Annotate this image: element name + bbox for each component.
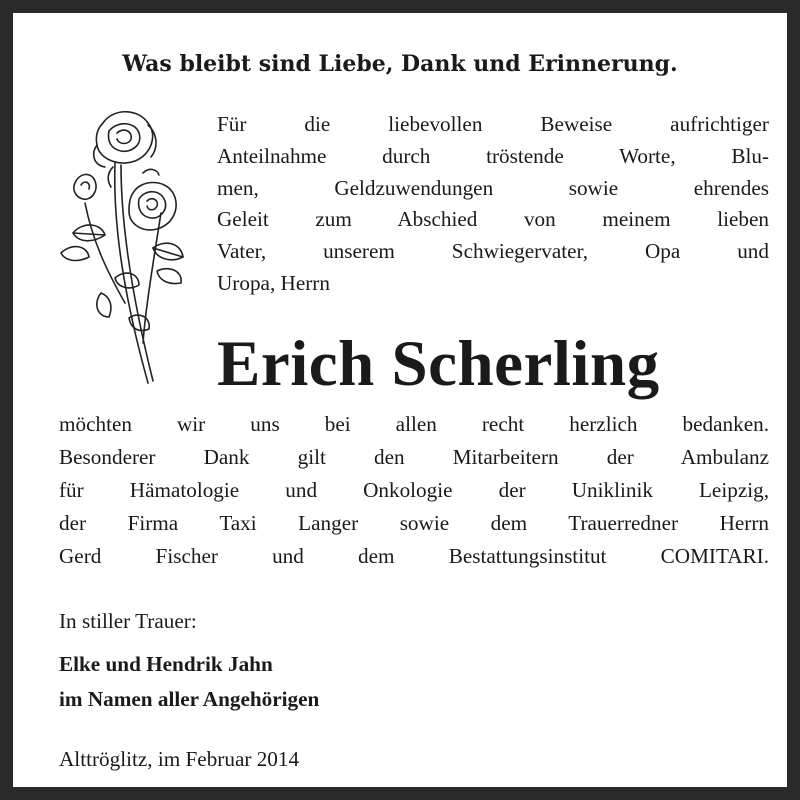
signer-line: Elke und Hendrik Jahn bbox=[59, 652, 273, 676]
signer-line: im Namen aller Angehörigen bbox=[59, 687, 320, 711]
place-date: Alttröglitz, im Februar 2014 bbox=[59, 747, 300, 771]
thanks-line: möchten wir uns bei allen recht herzlich bedanken. bbox=[59, 412, 769, 436]
deceased-name: Erich Scherling bbox=[217, 328, 660, 400]
intro-paragraph bbox=[217, 109, 769, 300]
signers bbox=[59, 647, 319, 717]
intro-line: Vater, unserem Schwiegervater, Opa und bbox=[217, 239, 769, 264]
thanks-line: Gerd Fischer und dem Bestattungsinstitut COMITARI. bbox=[59, 544, 769, 568]
mourning-label: In stiller Trauer: bbox=[59, 609, 197, 633]
headline: Was bleibt sind Liebe, Dank und Erinnerung. bbox=[122, 51, 678, 77]
thanks-line: der Firma Taxi Langer sowie dem Trauerredner Herrn bbox=[59, 511, 769, 535]
thanks-line: Besonderer Dank gilt den Mitarbeitern der Ambulanz bbox=[59, 445, 769, 469]
intro-line: men, Geldzuwendungen sowie ehrendes bbox=[217, 175, 769, 200]
thanks-line: für Hämatologie und Onkologie der Uniklinik Leipzig, bbox=[59, 478, 769, 502]
intro-line: Uropa, Herrn bbox=[217, 270, 330, 295]
thanks-paragraph bbox=[59, 408, 769, 573]
intro-line: Geleit zum Abschied von meinem lieben bbox=[217, 207, 769, 232]
intro-line: Für die liebevollen Beweise aufrichtiger bbox=[217, 112, 769, 136]
rose-illustration bbox=[53, 103, 193, 388]
intro-line: Anteilnahme durch tröstende Worte, Blu- bbox=[217, 143, 769, 168]
